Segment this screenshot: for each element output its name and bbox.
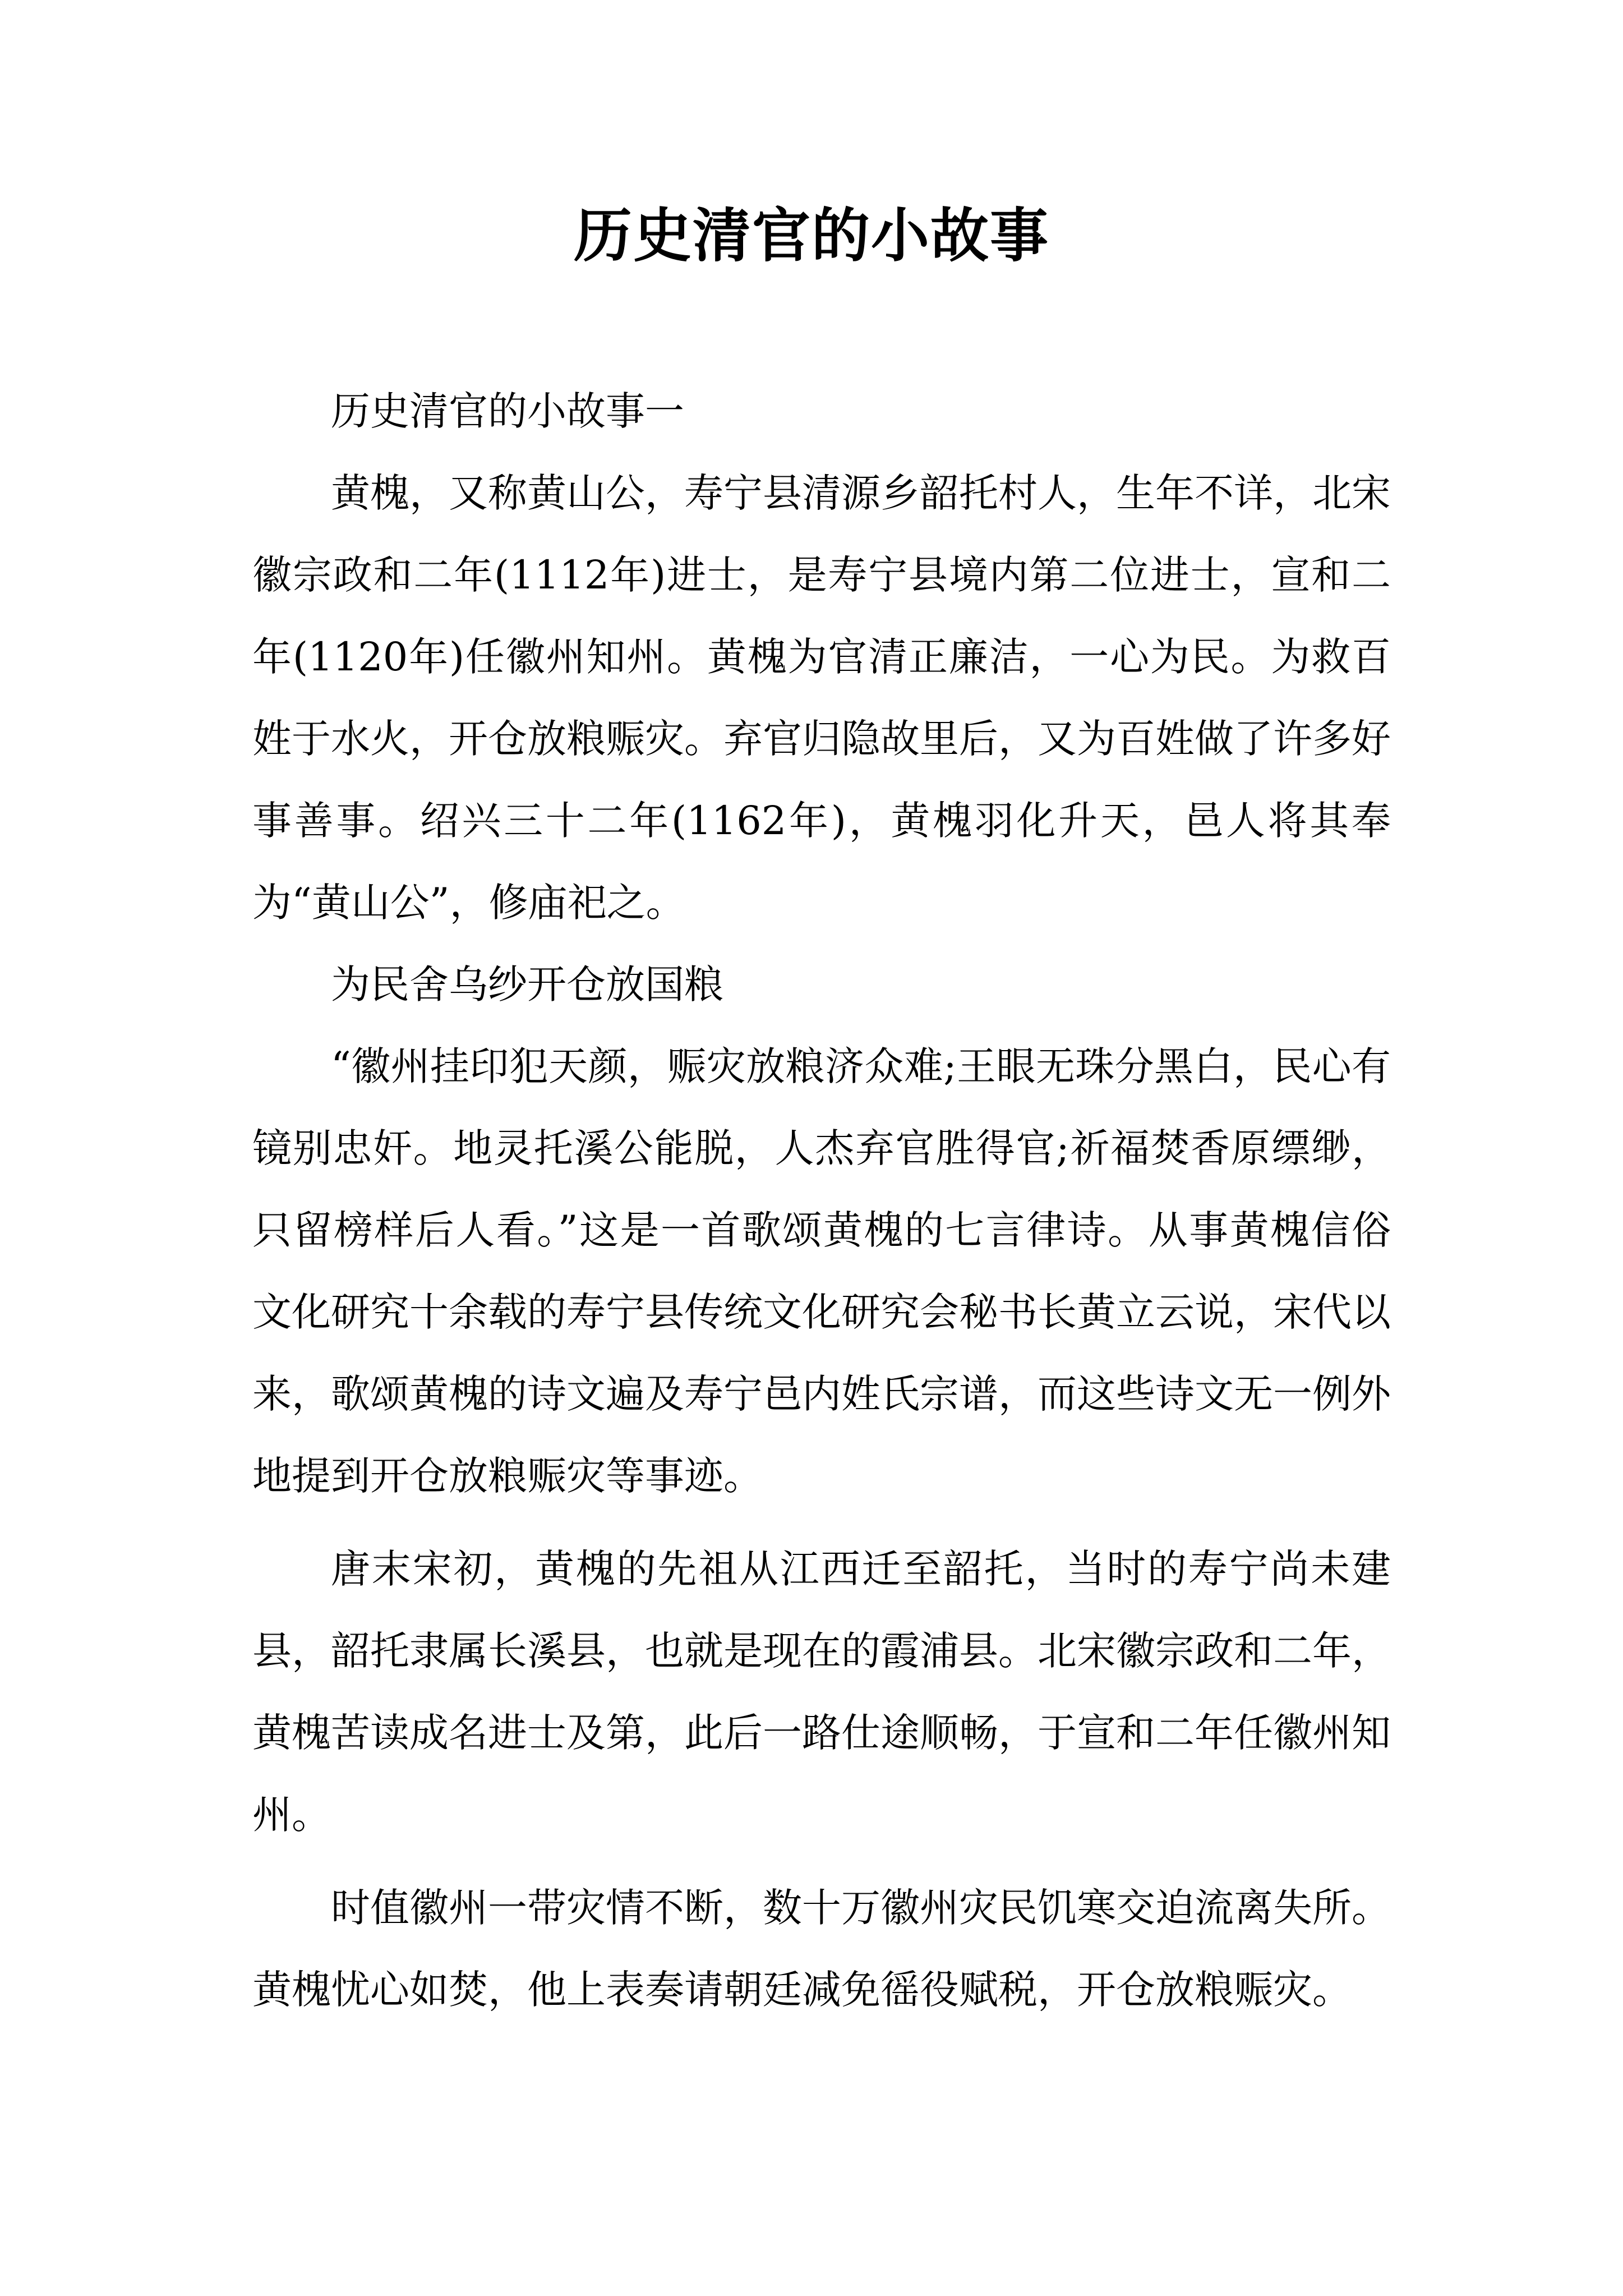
paragraph-background: 唐末宋初，黄槐的先祖从江西迁至韶托，当时的寿宁尚未建县，韶托隶属长溪县，也就是现在的霞浦县。北宋徽宗政和二年，黄槐苦读成名进士及第，此后一路仕途顺畅，于宣和二年任徽州知州。 xyxy=(252,1546,1391,1838)
paragraph-subtitle: 历史清官的小故事一 xyxy=(331,388,684,434)
document-title: 历史清官的小故事 xyxy=(573,201,1049,270)
paragraph-poem: “徽州挂印犯天颜，赈灾放粮济众难;王眼无珠分黑白，民心有镜别忠奸。地灵托溪公能脱，人杰弃官胜得官;祈福焚香原缥缈，只留榜样后人看。”这是一首歌颂黄槐的七言律诗。从事黄槐信俗文化研究十余载的寿宁县传统文化研究会秘书长黄立云说，宋代以来，歌颂黄槐的诗文遍及寿宁邑内姓氏宗谱，而这些诗文无一例外地提到开仓放粮赈灾等事迹。 xyxy=(252,1043,1391,1499)
document-body xyxy=(252,370,1391,2031)
paragraph-intro: 黄槐，又称黄山公，寿宁县清源乡韶托村人，生年不详，北宋徽宗政和二年(1112年)进士，是寿宁县境内第二位进士，宣和二年(1120年)任徽州知州。黄槐为官清正廉洁，一心为民。为救百姓于水火，开仓放粮赈灾。弃官归隐故里后，又为百姓做了许多好事善事。绍兴三十二年(1162年)，黄槐羽化升天，邑人将其奉为“黄山公”，修庙祀之。 xyxy=(252,470,1391,926)
paragraph-section-heading: 为民舍乌纱开仓放国粮 xyxy=(331,961,723,1007)
paragraph-famine: 时值徽州一带灾情不断，数十万徽州灾民饥寒交迫流离失所。黄槐忧心如焚，他上表奏请朝廷减免徭役赋税，开仓放粮赈灾。 xyxy=(252,1885,1391,2013)
